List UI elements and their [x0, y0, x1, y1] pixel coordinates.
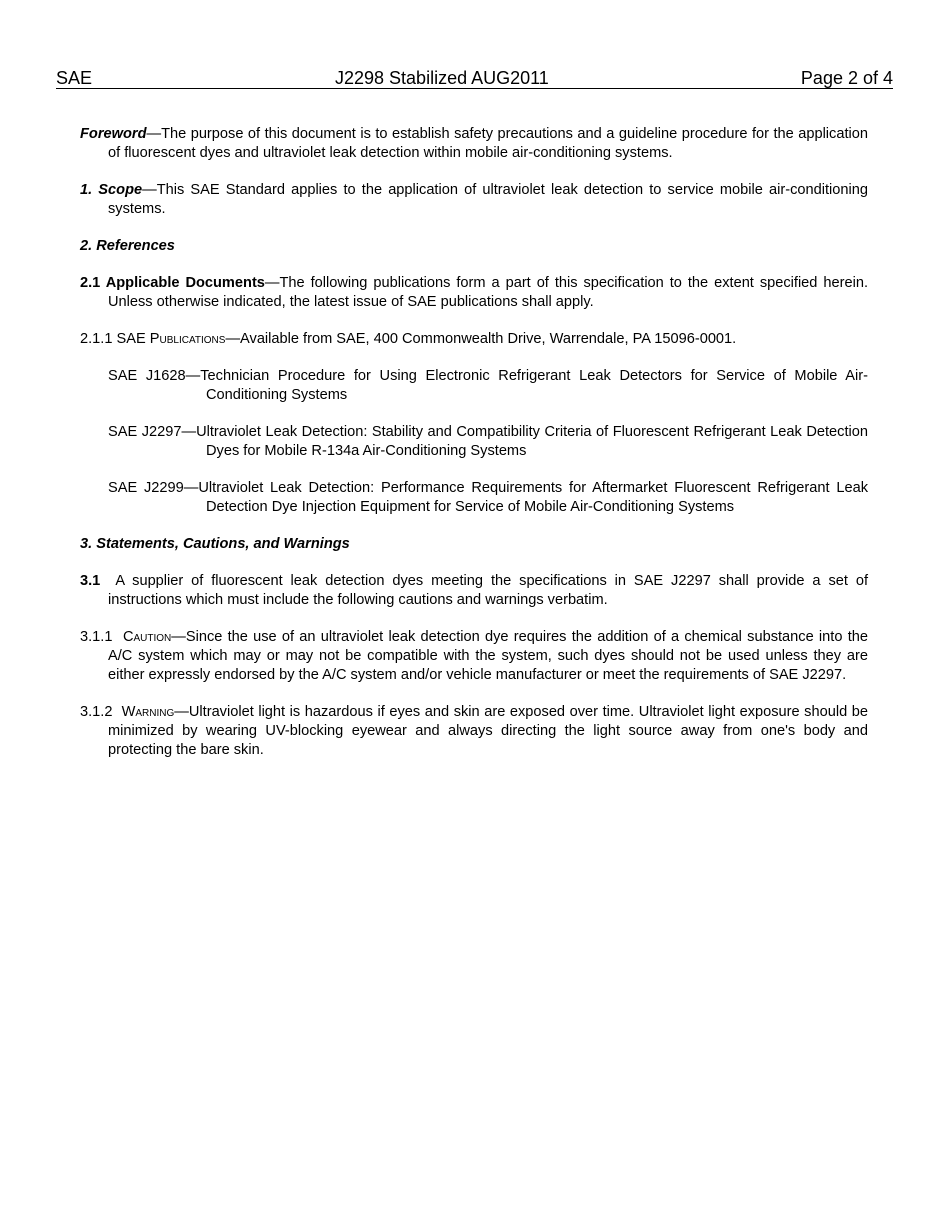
- sae-publications-dash: —: [225, 331, 241, 347]
- reference-dash: —: [181, 424, 197, 440]
- section-3-1-number: 3.1: [80, 573, 101, 589]
- sae-publications-number: 2.1.1 SAE: [80, 331, 150, 347]
- scope-paragraph: [80, 181, 868, 219]
- scope-dash: —: [142, 182, 157, 198]
- warning-number: 3.1.2: [80, 704, 122, 720]
- foreword-text: The purpose of this document is to establish safety precautions and a guideline procedure for the application of fluorescent dyes and ultraviolet leak detection within mobile air-conditioning systems.: [108, 126, 868, 161]
- caution-number: 3.1.1: [80, 629, 123, 645]
- caution-dash: —: [171, 629, 186, 645]
- header-page-number: Page 2 of 4: [800, 68, 893, 88]
- reference-dash: —: [185, 368, 201, 384]
- reference-id: SAE J2299: [108, 480, 184, 496]
- reference-item: [108, 423, 868, 461]
- reference-id: SAE J2297: [108, 424, 182, 440]
- reference-title: Ultraviolet Leak Detection: Performance Requirements for Aftermarket Fluorescent Refrigerant Leak Detection Dye Injection Equipment for Service of Mobile Air-Conditioning Systems: [198, 480, 868, 515]
- warning-label: Warning: [121, 704, 175, 720]
- sae-publications-label: Publications: [149, 331, 226, 347]
- applicable-documents-dash: —: [264, 275, 280, 291]
- caution-text: Since the use of an ultraviolet leak detection dye requires the addition of a chemical substance into the A/C system which may or may not be compatible with the system, such dyes should not be used unless they are either expressly endorsed by the A/C system and/or vehicle manufacturer or meet the requirements of SAE J2297.: [108, 629, 868, 683]
- applicable-documents-label: 2.1 Applicable Documents: [80, 275, 265, 291]
- statements-heading: 3. Statements, Cautions, and Warnings: [80, 536, 350, 552]
- sae-publications-text: Available from SAE, 400 Commonwealth Drive, Warrendale, PA 15096-0001.: [240, 331, 737, 347]
- section-3-1-paragraph: [80, 572, 873, 610]
- foreword-paragraph: [80, 125, 868, 163]
- caution-paragraph: [80, 628, 868, 685]
- references-heading: 2. References: [80, 238, 175, 254]
- header-org: SAE: [56, 68, 93, 88]
- foreword-dash: —: [146, 126, 162, 142]
- foreword-label: Foreword: [80, 126, 147, 142]
- reference-item: [108, 367, 868, 405]
- scope-label: 1. Scope: [80, 182, 143, 198]
- warning-dash: —: [174, 704, 189, 720]
- reference-item: [108, 479, 868, 517]
- page-header: [56, 68, 893, 89]
- warning-paragraph: [80, 703, 868, 760]
- applicable-documents-paragraph: [80, 274, 868, 312]
- reference-dash: —: [183, 480, 199, 496]
- applicable-documents-text: The following publications form a part of this specification to the extent specified herein. Unless otherwise indicated, the latest issue of SAE publications shall apply.: [108, 275, 868, 310]
- header-doc-id: J2298 Stabilized AUG2011: [335, 68, 549, 88]
- reference-title: Technician Procedure for Using Electronic Refrigerant Leak Detectors for Service of Mobile Air-Conditioning Systems: [200, 368, 868, 403]
- scope-text: This SAE Standard applies to the application of ultraviolet leak detection to service mobile air-conditioning systems.: [108, 182, 868, 217]
- section-3-1-text: A supplier of fluorescent leak detection dyes meeting the specifications in SAE J2297 shall provide a set of instructions which must include the following cautions and warnings verbatim.: [100, 573, 873, 608]
- reference-title: Ultraviolet Leak Detection: Stability and Compatibility Criteria of Fluorescent Refrigerant Leak Detection Dyes for Mobile R-134a Air-Conditioning Systems: [196, 424, 868, 459]
- document-body: [80, 125, 873, 778]
- sae-publications-paragraph: [80, 330, 868, 349]
- warning-text: Ultraviolet light is hazardous if eyes and skin are exposed over time. Ultraviolet light exposure should be minimized by wearing UV-blocking eyewear and always directing the light source away from one's body and protecting the bare skin.: [108, 704, 868, 758]
- reference-id: SAE J1628: [108, 368, 186, 384]
- caution-label: Caution: [122, 629, 172, 645]
